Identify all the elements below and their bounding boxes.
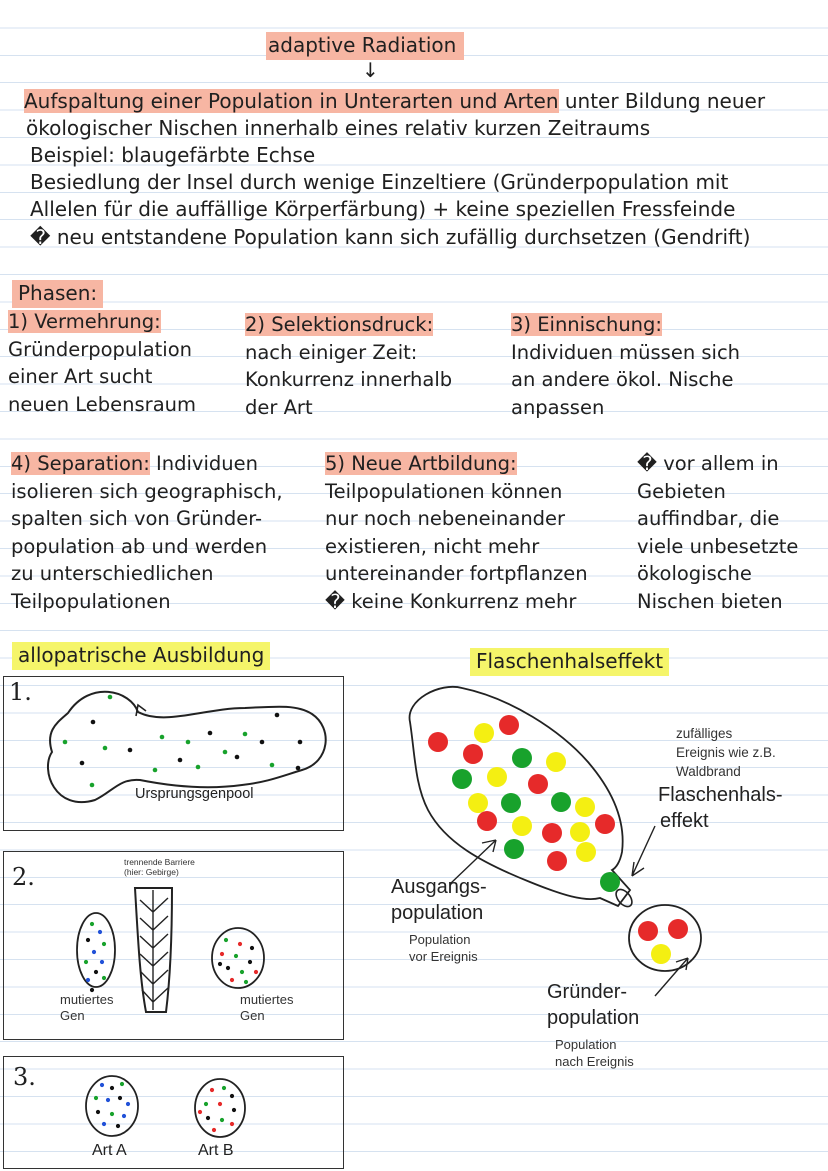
- phase-2-line: Konkurrenz innerhalb: [245, 368, 453, 391]
- individual-dot: [463, 744, 483, 764]
- step-1-label: Ursprungsgenpool: [135, 786, 254, 802]
- individual-dot: [477, 811, 497, 831]
- note-line: ökologische: [637, 562, 752, 585]
- individual-dot: [499, 715, 519, 735]
- individual-dot: [542, 823, 562, 843]
- phase-1-title: 1) Vermehrung:: [8, 310, 161, 333]
- source-population-label: Ausgangs- population: [391, 876, 487, 924]
- phase-3-title: 3) Einnischung:: [511, 313, 662, 336]
- note-line: � vor allem in: [637, 452, 779, 475]
- individual-dot: [474, 723, 494, 743]
- individual-dot: [551, 792, 571, 812]
- phase-5-line: Teilpopulationen können: [325, 479, 563, 503]
- left-mutation-label: mutiertes Gen: [60, 992, 114, 1023]
- individual-dot: [570, 822, 590, 842]
- phase-4-line: zu unterschiedlichen: [11, 562, 214, 585]
- phase-3-line: anpassen: [511, 395, 605, 419]
- step-3-number: 3.: [13, 1063, 36, 1091]
- allopatric-heading: allopatrische Ausbildung: [12, 642, 270, 670]
- individual-dot: [595, 814, 615, 834]
- phase-1-line: einer Art sucht: [8, 365, 153, 388]
- intro-line-1: Aufspaltung einer Population in Unterarten und Arten unter Bildung neuer: [24, 89, 766, 113]
- individual-dot: [504, 839, 524, 859]
- intro-highlight: Aufspaltung einer Population in Unterarten und Arten: [24, 89, 559, 113]
- intro-line-3: Beispiel: blaugefärbte Echse: [30, 143, 316, 167]
- individual-dot: [428, 732, 448, 752]
- individual-dot: [487, 767, 507, 787]
- right-mutation-label: mutiertes Gen: [240, 992, 294, 1023]
- art-a-label: Art A: [92, 1142, 127, 1159]
- individual-dot: [546, 752, 566, 772]
- event-label: zufälliges Ereignis wie z.B. Waldbrand: [676, 726, 776, 779]
- phase-3-line: an andere ökol. Nische: [511, 368, 734, 391]
- intro-line-5: Allelen für die auffällige Körperfärbung) + keine speziellen Fressfeinde: [30, 197, 736, 221]
- phase-5-line: untereinander fortpflanzen: [325, 562, 588, 585]
- individual-dot: [452, 769, 472, 789]
- intro-line-4: Besiedlung der Insel durch wenige Einzeltiere (Gründerpopulation mit: [30, 170, 729, 194]
- individual-dot: [528, 774, 548, 794]
- individual-dot: [547, 851, 567, 871]
- phase-2-title: 2) Selektionsdruck:: [245, 313, 434, 336]
- phase-4-line: spalten sich von Gründer-: [11, 507, 263, 530]
- phase-4-line: isolieren sich geographisch,: [11, 479, 283, 503]
- individual-dot: [575, 797, 595, 817]
- phase-4-line: population ab und werden: [11, 534, 268, 558]
- phase-1-line: neuen Lebensraum: [8, 392, 197, 416]
- phases-heading: Phasen:: [12, 280, 103, 308]
- phase-2-line: der Art: [245, 395, 313, 419]
- individual-dot: [512, 816, 532, 836]
- phase-5-line: nur noch nebeneinander: [325, 507, 566, 530]
- individual-dot: [651, 944, 671, 964]
- note-line: Gebieten: [637, 479, 726, 503]
- phase-4: 4) Separation: Individuen isolieren sich geographisch, spalten sich von Gründer- population ab und werden zu unterschiedlichen Teilpopulationen: [11, 450, 283, 615]
- note-line: auffindbar, die: [637, 507, 780, 530]
- phase-5-title: 5) Neue Artbildung:: [325, 452, 517, 475]
- phase-4-line: Teilpopulationen: [11, 589, 171, 613]
- individual-dot: [501, 793, 521, 813]
- intro-line-2: ökologischer Nischen innerhalb eines relativ kurzen Zeitraums: [26, 116, 651, 140]
- step-1-number: 1.: [9, 678, 32, 706]
- phase-1-line: Gründerpopulation: [8, 337, 193, 361]
- bottleneck-heading: Flaschenhalseffekt: [470, 648, 669, 676]
- phase-3-line: Individuen müssen sich: [511, 340, 741, 364]
- phase-5-line: existieren, nicht mehr: [325, 534, 540, 558]
- note-line: viele unbesetzte: [637, 534, 799, 558]
- individual-dot: [638, 921, 658, 941]
- phase-2-line: nach einiger Zeit:: [245, 340, 418, 364]
- arrow-down-icon: ↓: [362, 58, 379, 82]
- founder-population-label: Gründer- population: [547, 981, 640, 1029]
- step-2-number: 2.: [12, 863, 35, 891]
- effect-label: Flaschenhals- effekt: [658, 784, 783, 832]
- individual-dot: [576, 842, 596, 862]
- page-title: adaptive Radiation: [266, 32, 464, 60]
- note-line: Nischen bieten: [637, 589, 783, 613]
- source-population-sub: Population vor Ereignis: [409, 932, 478, 964]
- individual-dot: [600, 872, 620, 892]
- intro-line-6: � neu entstandene Population kann sich zufällig durchsetzen (Gendrift): [30, 225, 751, 249]
- art-b-label: Art B: [198, 1142, 234, 1159]
- phase-5-line: � keine Konkurrenz mehr: [325, 589, 577, 613]
- founder-population-sub: Population nach Ereignis: [555, 1037, 634, 1069]
- phase-4-title: 4) Separation:: [11, 452, 150, 475]
- individual-dot: [668, 919, 688, 939]
- individual-dot: [468, 793, 488, 813]
- barrier-label: trennende Barriere (hier: Gebirge): [124, 857, 195, 877]
- individual-dot: [512, 748, 532, 768]
